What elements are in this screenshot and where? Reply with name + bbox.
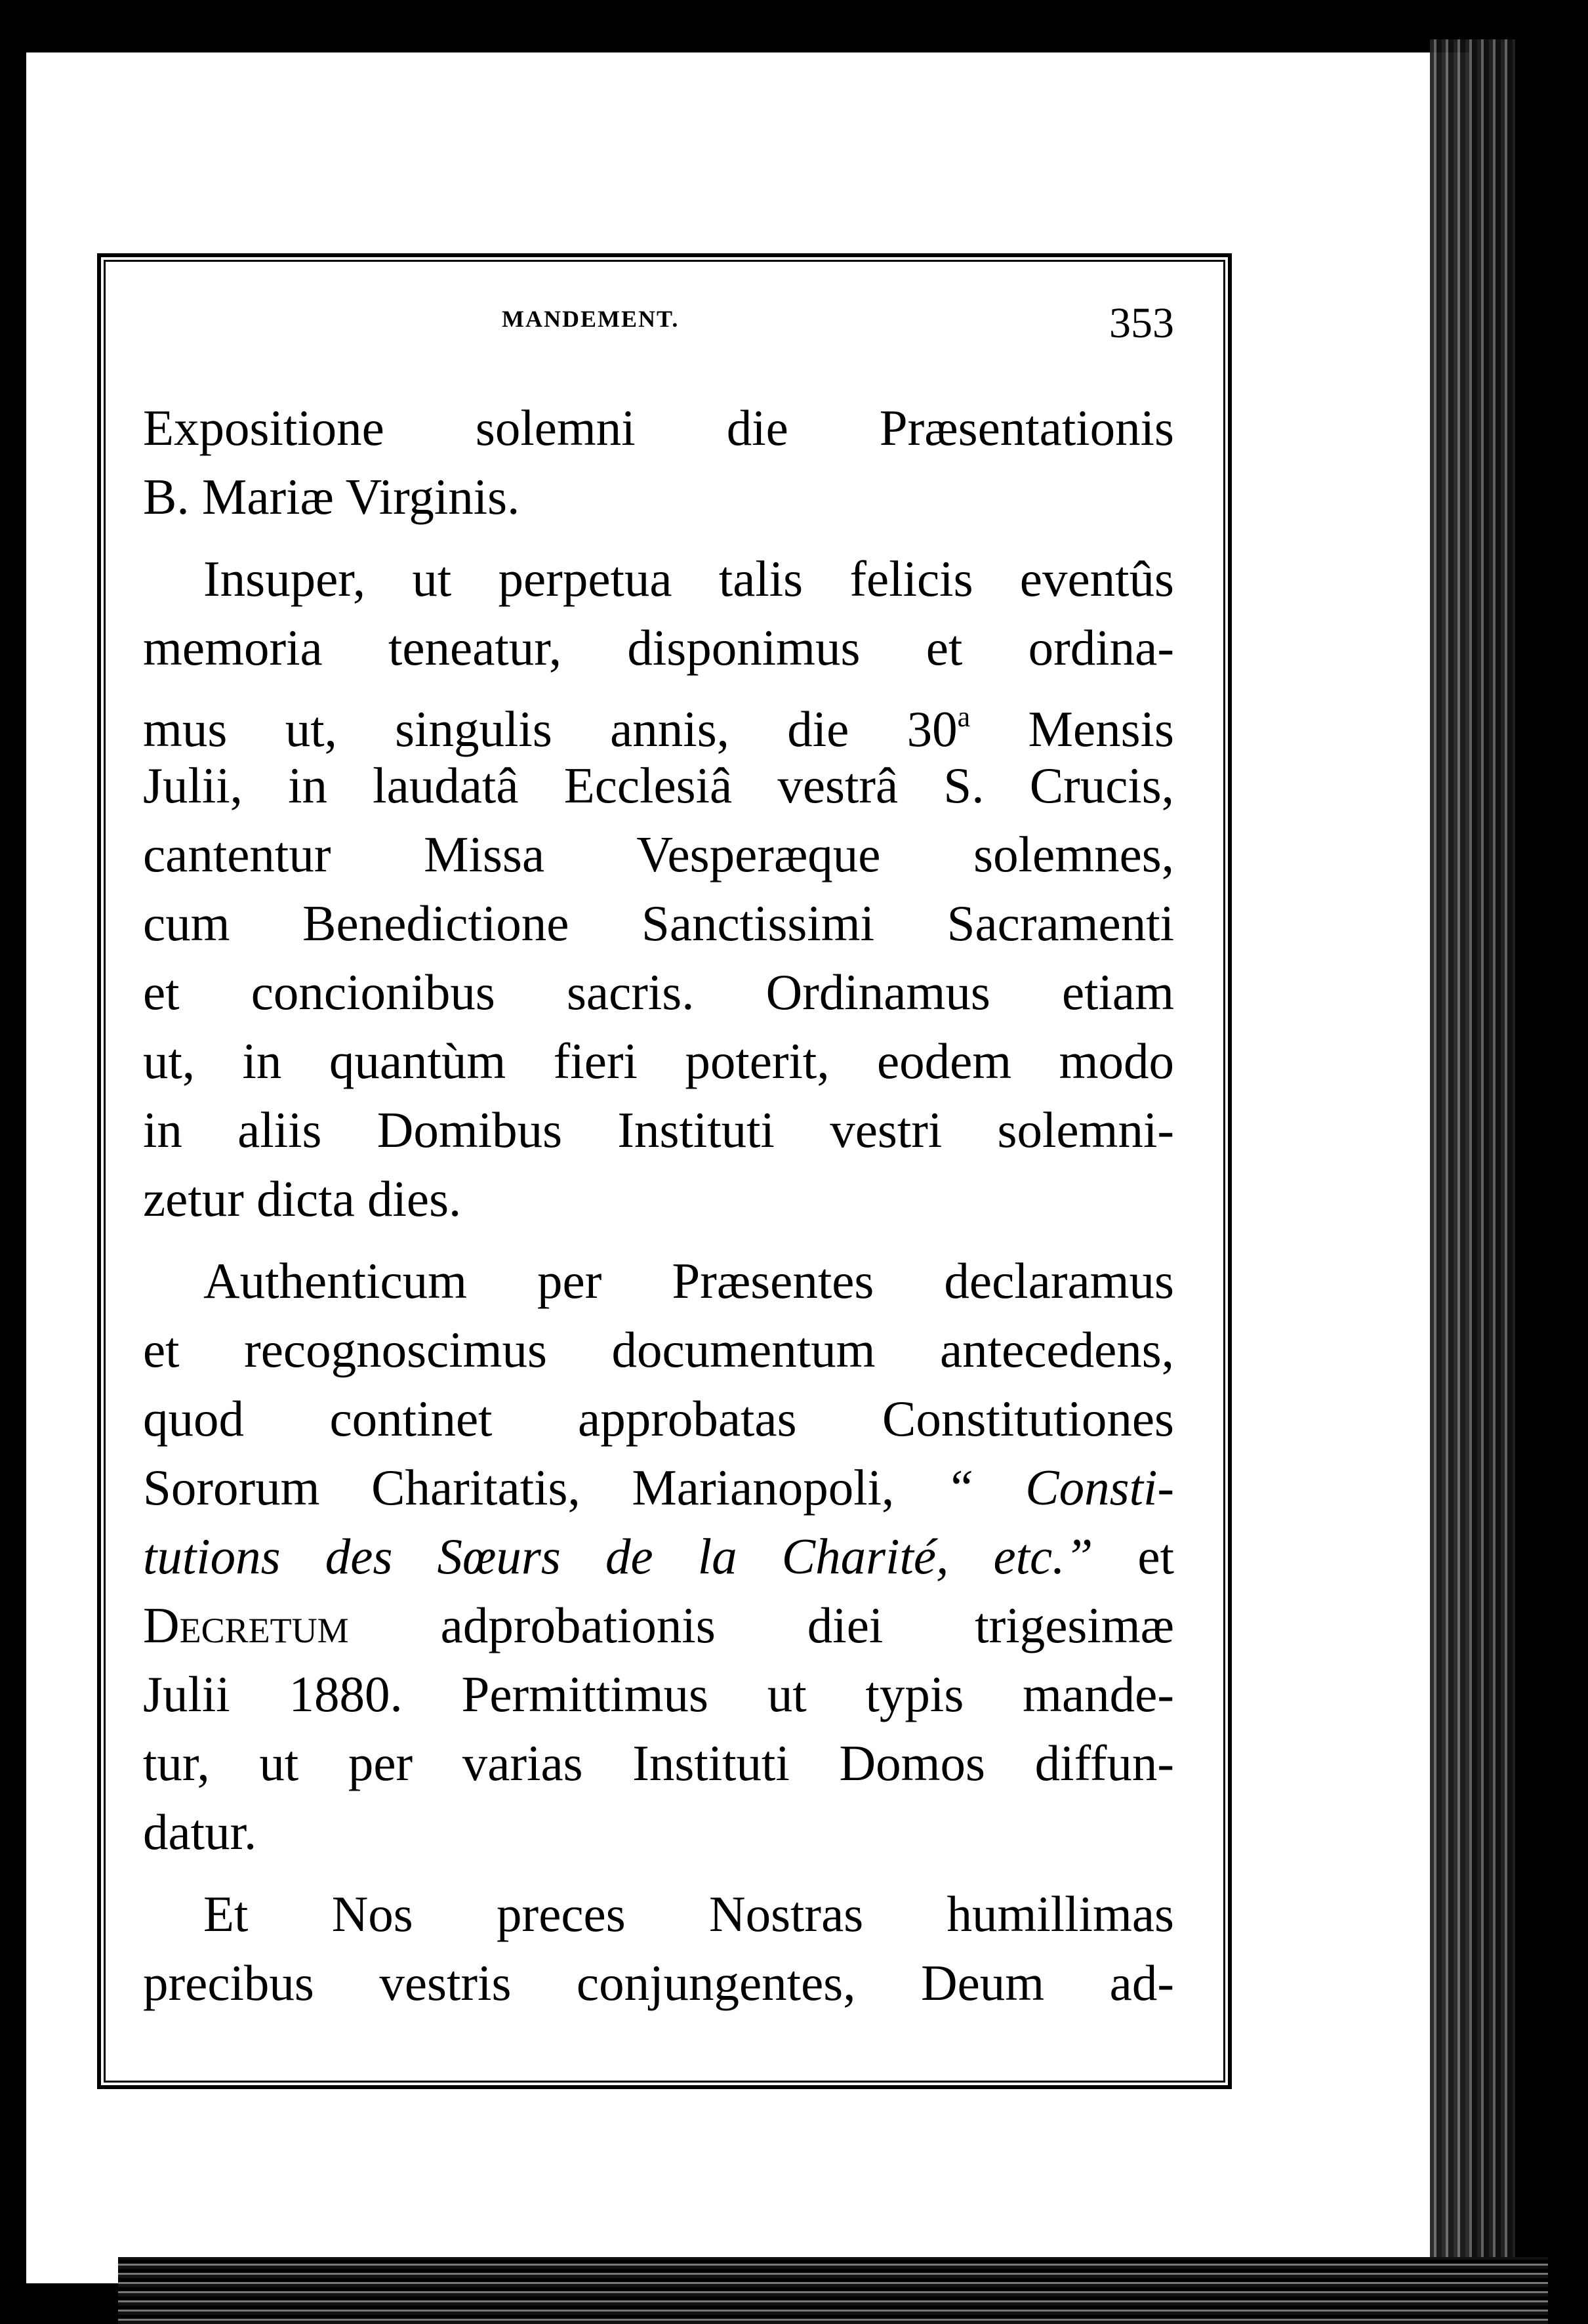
text-fragment: mus ut, singulis annis, die 30 <box>143 701 958 757</box>
smallcaps-fragment: Decretum <box>143 1597 349 1653</box>
text-line <box>143 1522 1174 1591</box>
text-fragment: et <box>1093 1528 1174 1585</box>
text-line: B. Mariæ Virginis. <box>143 468 520 525</box>
scan-edge-right <box>1430 39 1515 2296</box>
text-line: zetur dicta dies. <box>143 1171 462 1227</box>
superscript: a <box>957 701 971 733</box>
text-line: quod continet approbatas Constitutiones <box>143 1390 1174 1447</box>
text-line: cantentur Missa Vesperæque solemnes, <box>143 826 1174 882</box>
text-line: in aliis Domibus Instituti vestri solemni- <box>143 1102 1174 1158</box>
text-line: Authenticum per Præsentes declaramus <box>203 1253 1174 1309</box>
text-fragment: Sororum Charitatis, Marianopoli, <box>143 1459 946 1516</box>
italic-fragment: tutions des Sœurs de la Charité, etc.” <box>143 1528 1093 1585</box>
text-line: et concionibus sacris. Ordinamus etiam <box>143 964 1174 1020</box>
text-line <box>143 682 1175 757</box>
text-line <box>143 1591 1174 1660</box>
text-line: Expositione solemni die Præsentationis <box>143 400 1174 456</box>
text-line: Et Nos preces Nostras humillimas <box>203 1886 1174 1942</box>
text-line: precibus vestris conjungentes, Deum ad- <box>143 1955 1174 2011</box>
italic-fragment: “ Consti- <box>945 1459 1175 1516</box>
text-line: Julii, in laudatâ Ecclesiâ vestrâ S. Crucis, <box>143 757 1174 814</box>
text-line: Julii 1880. Permittimus ut typis mande- <box>143 1666 1174 1722</box>
scan-edge-bottom <box>118 2257 1548 2324</box>
page-header <box>144 299 1174 351</box>
text-line: cum Benedictione Sanctissimi Sacramenti <box>143 895 1174 951</box>
page-number: 353 <box>1109 299 1174 347</box>
body-text <box>143 394 1174 2018</box>
running-title: MANDEMENT. <box>502 306 680 332</box>
text-fragment: Mensis <box>970 701 1175 757</box>
text-fragment: adprobationis diei trigesimæ <box>348 1597 1174 1653</box>
text-line <box>143 1453 1174 1522</box>
text-line: memoria teneatur, disponimus et ordina- <box>143 619 1174 676</box>
text-line: et recognoscimus documentum antecedens, <box>143 1321 1174 1378</box>
text-line: tur, ut per varias Instituti Domos diffun- <box>143 1735 1174 1791</box>
text-line: Insuper, ut perpetua talis felicis eventûs <box>203 550 1174 607</box>
text-line: ut, in quantùm fieri poterit, eodem modo <box>143 1033 1174 1089</box>
text-line: datur. <box>143 1804 257 1860</box>
